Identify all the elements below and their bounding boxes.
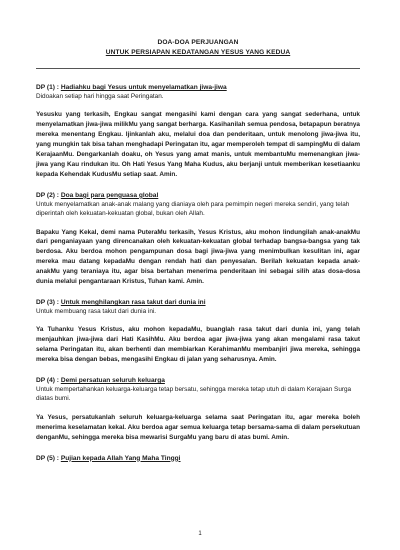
section-prayer: Bapaku Yang Kekal, demi nama PuteraMu terkasih, Yesus Kristus, aku mohon lindungilah anak-anakMu dari penganiayaan yang direncanakan oleh kekuatan-kekuatan global terhadap bangsa-bangsa yang tak berdosa. Aku berdoa mohon pengampunan dosa bagi jiwa-jiwa yang menimbulkan kesulitan ini, agar mereka mau datang kepadaMu dengan rendah hati dan penyesalan. Berilah kekuatan kepada anak-anakMu yang teraniaya itu, agar bisa bertahan menerima penderitaan ini sebagai silih atas dosa-dosa dunia melalui pengantaraan Kristus, Tuhan kami. Amin. — [36, 228, 360, 286]
section-number: DP (5) : — [36, 454, 59, 462]
prayer-section-5 — [36, 454, 360, 463]
section-intro: Didoakan setiap hari hingga saat Peringatan. — [36, 93, 164, 100]
section-number: DP (3) : — [36, 299, 59, 306]
section-title: Demi persatuan seluruh keluarga — [60, 377, 165, 385]
prayer-section-2 — [36, 191, 360, 287]
section-prayer: Yesusku yang terkasih, Engkau sangat mengasihi kami dengan cara yang sangat sederhana, untuk menyelamatkan jiwa-jiwa milikMu yang sangat berharga. Kasihanilah semua pendosa, betapapun beratnya mereka menentang Engkau. Ijinkanlah aku, melalui doa dan penderitaan, untuk menolong jiwa-jiwa itu, yang mungkin tak bisa tahan menghadapi Peringatan itu, agar memperoleh tempat di sampingMu di dalam KerajaanMu. Dengarkanlah doaku, oh Yesus yang amat manis, untuk membantuMu memenangkan jiwa-jiwa yang Kau rindukan itu. Oh Hati Yesus Yang Maha Kudus, aku berjanji untuk memberikan kesetiaanku kepada Kehendak KudusMu setiap saat. Amin. — [36, 111, 360, 178]
section-number: DP (4) : — [36, 377, 59, 385]
page-number: 1 — [198, 531, 202, 537]
prayer-section-3 — [36, 298, 360, 365]
prayer-section-1 — [36, 83, 360, 180]
prayer-section-4 — [36, 376, 360, 443]
section-intro: Untuk membuang rasa takut dari dunia ini. — [36, 308, 157, 315]
title-line-1: DOA-DOA PERJUANGAN — [157, 39, 239, 46]
document-title — [36, 38, 360, 57]
section-heading — [36, 298, 360, 307]
section-heading — [36, 376, 360, 385]
section-heading — [36, 83, 360, 92]
section-title: Untuk menghilangkan rasa takut dari dunia ini — [60, 299, 206, 306]
section-intro: Untuk menyelamatkan anak-anak malang yang dianiaya oleh para pemimpin negeri mereka sendiri, yang telah diperintah oleh kekuatan-kekuatan global, bukan oleh Allah. — [36, 200, 350, 218]
section-prayer: Ya Tuhanku Yesus Kristus, aku mohon kepadaMu, buanglah rasa takut dari dunia ini, yang telah menjauhkan jiwa-jiwa dari Hati KasihMu. Aku berdoa agar jiwa-jiwa yang akan mengalami rasa takut selama Peringatan itu, akan berhenti dan membiarkan KerahimanMu membanjiri jiwa mereka, sehingga mereka bisa dengan bebas, mengasihi Engkau di jalan yang seharusnya. Amin. — [36, 326, 360, 364]
section-title: Hadiahku bagi Yesus untuk menyelamatkan jiwa-jiwa — [60, 84, 227, 91]
section-title: Doa bagi para penguasa global — [60, 191, 159, 199]
section-heading — [36, 454, 360, 463]
section-prayer: Ya Yesus, persatukanlah seluruh keluarga-keluarga selama saat Peringatan itu, agar mereka boleh menerima keselamatan kekal. Aku berdoa agar semua keluarga tetap bersama-sama di dalam persekutuan denganMu, sehingga mereka bisa mewarisi SurgaMu yang baru di atas bumi. Amin. — [36, 413, 360, 441]
section-heading — [36, 191, 360, 200]
section-title: Pujian kepada Allah Yang Maha Tinggi — [60, 454, 181, 462]
section-number: DP (2) : — [36, 191, 59, 199]
title-divider — [36, 68, 360, 69]
section-number: DP (1) : — [36, 84, 59, 91]
section-intro: Untuk mempertahankan keluarga-keluarga tetap bersatu, sehingga mereka tetap utuh di dalam Kerajaan Surga diatas bumi. — [36, 386, 352, 403]
title-line-2: UNTUK PERSIAPAN KEDATANGAN YESUS YANG KEDUA — [105, 48, 291, 56]
